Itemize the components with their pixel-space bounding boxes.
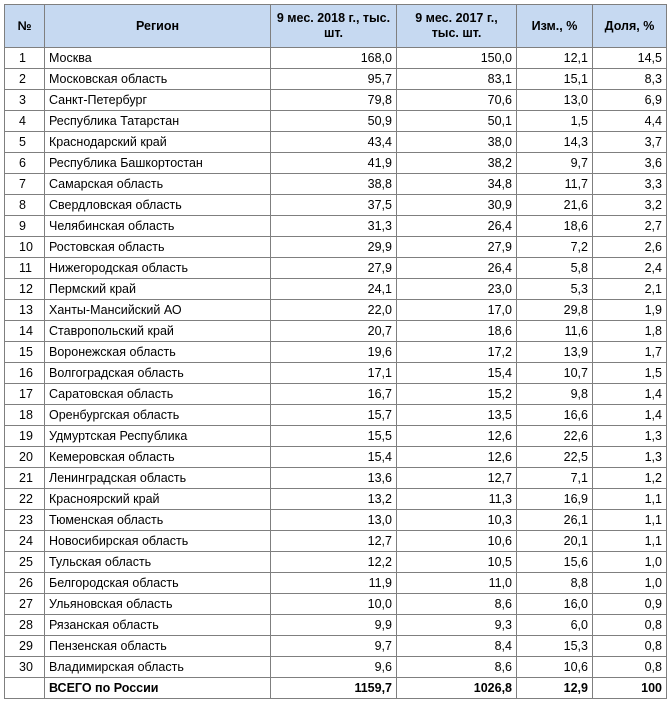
cell-2017: 8,6 xyxy=(397,594,517,615)
cell-change: 20,1 xyxy=(517,531,593,552)
cell-share: 14,5 xyxy=(593,48,667,69)
cell-2018: 168,0 xyxy=(271,48,397,69)
cell-change: 29,8 xyxy=(517,300,593,321)
cell-change: 8,8 xyxy=(517,573,593,594)
cell-share: 0,9 xyxy=(593,594,667,615)
cell-region: Красноярский край xyxy=(45,489,271,510)
cell-2017: 17,2 xyxy=(397,342,517,363)
cell-no: 4 xyxy=(5,111,45,132)
cell-change: 7,1 xyxy=(517,468,593,489)
cell-no: 24 xyxy=(5,531,45,552)
total-label: ВСЕГО по России xyxy=(45,678,271,699)
cell-region: Ульяновская область xyxy=(45,594,271,615)
cell-no: 20 xyxy=(5,447,45,468)
cell-share: 2,6 xyxy=(593,237,667,258)
table-row xyxy=(5,573,667,594)
cell-2017: 83,1 xyxy=(397,69,517,90)
cell-no: 10 xyxy=(5,237,45,258)
cell-change: 13,0 xyxy=(517,90,593,111)
cell-2017: 15,4 xyxy=(397,363,517,384)
cell-no: 14 xyxy=(5,321,45,342)
cell-no: 15 xyxy=(5,342,45,363)
cell-share: 1,3 xyxy=(593,447,667,468)
cell-no: 26 xyxy=(5,573,45,594)
cell-2018: 16,7 xyxy=(271,384,397,405)
cell-region: Свердловская область xyxy=(45,195,271,216)
cell-region: Тюменская область xyxy=(45,510,271,531)
total-row xyxy=(5,678,667,699)
table-row xyxy=(5,237,667,258)
cell-2018: 24,1 xyxy=(271,279,397,300)
total-change: 12,9 xyxy=(517,678,593,699)
cell-2017: 150,0 xyxy=(397,48,517,69)
cell-share: 1,1 xyxy=(593,531,667,552)
cell-region: Пермский край xyxy=(45,279,271,300)
cell-2018: 12,7 xyxy=(271,531,397,552)
table-row xyxy=(5,153,667,174)
table-row xyxy=(5,342,667,363)
cell-change: 5,3 xyxy=(517,279,593,300)
cell-change: 16,0 xyxy=(517,594,593,615)
cell-region: Ленинградская область xyxy=(45,468,271,489)
cell-change: 16,6 xyxy=(517,405,593,426)
table-row xyxy=(5,405,667,426)
cell-share: 1,0 xyxy=(593,552,667,573)
cell-share: 1,7 xyxy=(593,342,667,363)
cell-2018: 13,2 xyxy=(271,489,397,510)
cell-change: 11,6 xyxy=(517,321,593,342)
regions-table xyxy=(4,4,667,699)
cell-2017: 10,5 xyxy=(397,552,517,573)
cell-no: 3 xyxy=(5,90,45,111)
cell-change: 18,6 xyxy=(517,216,593,237)
cell-region: Новосибирская область xyxy=(45,531,271,552)
cell-2017: 30,9 xyxy=(397,195,517,216)
cell-2017: 9,3 xyxy=(397,615,517,636)
cell-2018: 29,9 xyxy=(271,237,397,258)
header-change: Изм., % xyxy=(517,5,593,48)
cell-change: 10,7 xyxy=(517,363,593,384)
cell-share: 1,1 xyxy=(593,510,667,531)
cell-region: Саратовская область xyxy=(45,384,271,405)
cell-no: 17 xyxy=(5,384,45,405)
cell-2017: 15,2 xyxy=(397,384,517,405)
table-row xyxy=(5,384,667,405)
cell-region: Волгоградская область xyxy=(45,363,271,384)
cell-share: 0,8 xyxy=(593,615,667,636)
cell-2017: 12,6 xyxy=(397,426,517,447)
cell-2018: 38,8 xyxy=(271,174,397,195)
table-row xyxy=(5,111,667,132)
cell-2018: 13,6 xyxy=(271,468,397,489)
cell-2017: 70,6 xyxy=(397,90,517,111)
cell-2017: 13,5 xyxy=(397,405,517,426)
cell-region: Тульская область xyxy=(45,552,271,573)
table-row xyxy=(5,594,667,615)
table-row xyxy=(5,636,667,657)
cell-2017: 18,6 xyxy=(397,321,517,342)
table-row xyxy=(5,468,667,489)
cell-region: Ростовская область xyxy=(45,237,271,258)
table-row xyxy=(5,531,667,552)
table-row xyxy=(5,216,667,237)
cell-2017: 34,8 xyxy=(397,174,517,195)
cell-2018: 15,5 xyxy=(271,426,397,447)
cell-2017: 26,4 xyxy=(397,258,517,279)
cell-2018: 27,9 xyxy=(271,258,397,279)
cell-share: 3,6 xyxy=(593,153,667,174)
table-row xyxy=(5,510,667,531)
cell-no: 28 xyxy=(5,615,45,636)
cell-2018: 43,4 xyxy=(271,132,397,153)
cell-change: 12,1 xyxy=(517,48,593,69)
cell-no: 1 xyxy=(5,48,45,69)
table-row xyxy=(5,447,667,468)
cell-no: 2 xyxy=(5,69,45,90)
cell-2018: 10,0 xyxy=(271,594,397,615)
cell-share: 1,9 xyxy=(593,300,667,321)
cell-no: 6 xyxy=(5,153,45,174)
table-row xyxy=(5,321,667,342)
cell-region: Челябинская область xyxy=(45,216,271,237)
cell-2018: 20,7 xyxy=(271,321,397,342)
cell-region: Оренбургская область xyxy=(45,405,271,426)
cell-no: 13 xyxy=(5,300,45,321)
table-row xyxy=(5,48,667,69)
cell-2018: 79,8 xyxy=(271,90,397,111)
cell-2017: 8,6 xyxy=(397,657,517,678)
cell-share: 1,3 xyxy=(593,426,667,447)
total-2017: 1026,8 xyxy=(397,678,517,699)
cell-share: 3,3 xyxy=(593,174,667,195)
cell-region: Пензенская область xyxy=(45,636,271,657)
cell-share: 3,7 xyxy=(593,132,667,153)
cell-2018: 12,2 xyxy=(271,552,397,573)
cell-no: 16 xyxy=(5,363,45,384)
cell-2018: 50,9 xyxy=(271,111,397,132)
cell-share: 1,8 xyxy=(593,321,667,342)
total-share: 100 xyxy=(593,678,667,699)
cell-2018: 22,0 xyxy=(271,300,397,321)
total-2018: 1159,7 xyxy=(271,678,397,699)
cell-change: 21,6 xyxy=(517,195,593,216)
cell-no: 23 xyxy=(5,510,45,531)
table-row xyxy=(5,363,667,384)
cell-share: 1,0 xyxy=(593,573,667,594)
cell-change: 1,5 xyxy=(517,111,593,132)
cell-no: 12 xyxy=(5,279,45,300)
cell-change: 11,7 xyxy=(517,174,593,195)
cell-region: Московская область xyxy=(45,69,271,90)
cell-no: 9 xyxy=(5,216,45,237)
cell-no: 18 xyxy=(5,405,45,426)
cell-change: 14,3 xyxy=(517,132,593,153)
cell-2017: 11,3 xyxy=(397,489,517,510)
cell-region: Республика Татарстан xyxy=(45,111,271,132)
cell-share: 1,5 xyxy=(593,363,667,384)
cell-region: Рязанская область xyxy=(45,615,271,636)
cell-share: 3,2 xyxy=(593,195,667,216)
header-row xyxy=(5,5,667,48)
header-share: Доля, % xyxy=(593,5,667,48)
cell-region: Самарская область xyxy=(45,174,271,195)
cell-region: Краснодарский край xyxy=(45,132,271,153)
cell-2017: 12,7 xyxy=(397,468,517,489)
cell-region: Москва xyxy=(45,48,271,69)
cell-no: 30 xyxy=(5,657,45,678)
cell-change: 7,2 xyxy=(517,237,593,258)
cell-2017: 38,2 xyxy=(397,153,517,174)
cell-no: 25 xyxy=(5,552,45,573)
cell-region: Белгородская область xyxy=(45,573,271,594)
cell-share: 2,4 xyxy=(593,258,667,279)
header-2017: 9 мес. 2017 г., тыс. шт. xyxy=(397,5,517,48)
cell-2017: 50,1 xyxy=(397,111,517,132)
cell-2017: 8,4 xyxy=(397,636,517,657)
cell-change: 22,5 xyxy=(517,447,593,468)
table-row xyxy=(5,279,667,300)
cell-region: Кемеровская область xyxy=(45,447,271,468)
table-row xyxy=(5,300,667,321)
cell-share: 1,2 xyxy=(593,468,667,489)
cell-no: 27 xyxy=(5,594,45,615)
table-row xyxy=(5,552,667,573)
cell-share: 2,7 xyxy=(593,216,667,237)
cell-share: 0,8 xyxy=(593,636,667,657)
cell-region: Ханты-Мансийский АО xyxy=(45,300,271,321)
cell-no: 5 xyxy=(5,132,45,153)
cell-change: 13,9 xyxy=(517,342,593,363)
table-row xyxy=(5,258,667,279)
cell-2017: 11,0 xyxy=(397,573,517,594)
table-row xyxy=(5,174,667,195)
cell-no: 19 xyxy=(5,426,45,447)
cell-no: 11 xyxy=(5,258,45,279)
cell-no: 21 xyxy=(5,468,45,489)
header-region: Регион xyxy=(45,5,271,48)
cell-region: Нижегородская область xyxy=(45,258,271,279)
cell-region: Санкт-Петербург xyxy=(45,90,271,111)
cell-2018: 9,9 xyxy=(271,615,397,636)
cell-no: 7 xyxy=(5,174,45,195)
cell-share: 1,1 xyxy=(593,489,667,510)
cell-2017: 26,4 xyxy=(397,216,517,237)
cell-change: 22,6 xyxy=(517,426,593,447)
cell-region: Удмуртская Республика xyxy=(45,426,271,447)
cell-2018: 15,4 xyxy=(271,447,397,468)
table-row xyxy=(5,426,667,447)
cell-2018: 11,9 xyxy=(271,573,397,594)
table-row xyxy=(5,489,667,510)
cell-change: 10,6 xyxy=(517,657,593,678)
cell-share: 0,8 xyxy=(593,657,667,678)
table-row xyxy=(5,657,667,678)
cell-change: 5,8 xyxy=(517,258,593,279)
cell-2018: 17,1 xyxy=(271,363,397,384)
cell-no: 29 xyxy=(5,636,45,657)
cell-2018: 37,5 xyxy=(271,195,397,216)
cell-change: 6,0 xyxy=(517,615,593,636)
cell-region: Владимирская область xyxy=(45,657,271,678)
cell-change: 9,8 xyxy=(517,384,593,405)
cell-share: 4,4 xyxy=(593,111,667,132)
cell-region: Воронежская область xyxy=(45,342,271,363)
header-2018: 9 мес. 2018 г., тыс. шт. xyxy=(271,5,397,48)
table-row xyxy=(5,195,667,216)
cell-change: 16,9 xyxy=(517,489,593,510)
table-row xyxy=(5,69,667,90)
cell-2018: 9,7 xyxy=(271,636,397,657)
cell-region: Республика Башкортостан xyxy=(45,153,271,174)
cell-2018: 15,7 xyxy=(271,405,397,426)
cell-2017: 23,0 xyxy=(397,279,517,300)
cell-change: 15,3 xyxy=(517,636,593,657)
cell-2017: 17,0 xyxy=(397,300,517,321)
cell-2018: 31,3 xyxy=(271,216,397,237)
cell-change: 15,6 xyxy=(517,552,593,573)
cell-2018: 9,6 xyxy=(271,657,397,678)
header-no: № xyxy=(5,5,45,48)
cell-share: 2,1 xyxy=(593,279,667,300)
cell-no: 8 xyxy=(5,195,45,216)
cell-share: 6,9 xyxy=(593,90,667,111)
total-no-cell xyxy=(5,678,45,699)
cell-2017: 27,9 xyxy=(397,237,517,258)
cell-2017: 10,3 xyxy=(397,510,517,531)
cell-share: 1,4 xyxy=(593,384,667,405)
cell-2018: 95,7 xyxy=(271,69,397,90)
cell-share: 1,4 xyxy=(593,405,667,426)
cell-2018: 41,9 xyxy=(271,153,397,174)
cell-2018: 13,0 xyxy=(271,510,397,531)
cell-change: 15,1 xyxy=(517,69,593,90)
cell-share: 8,3 xyxy=(593,69,667,90)
table-row xyxy=(5,90,667,111)
cell-region: Ставропольский край xyxy=(45,321,271,342)
cell-change: 9,7 xyxy=(517,153,593,174)
cell-2017: 12,6 xyxy=(397,447,517,468)
cell-2018: 19,6 xyxy=(271,342,397,363)
cell-2017: 10,6 xyxy=(397,531,517,552)
cell-change: 26,1 xyxy=(517,510,593,531)
cell-2017: 38,0 xyxy=(397,132,517,153)
cell-no: 22 xyxy=(5,489,45,510)
table-row xyxy=(5,615,667,636)
table-row xyxy=(5,132,667,153)
